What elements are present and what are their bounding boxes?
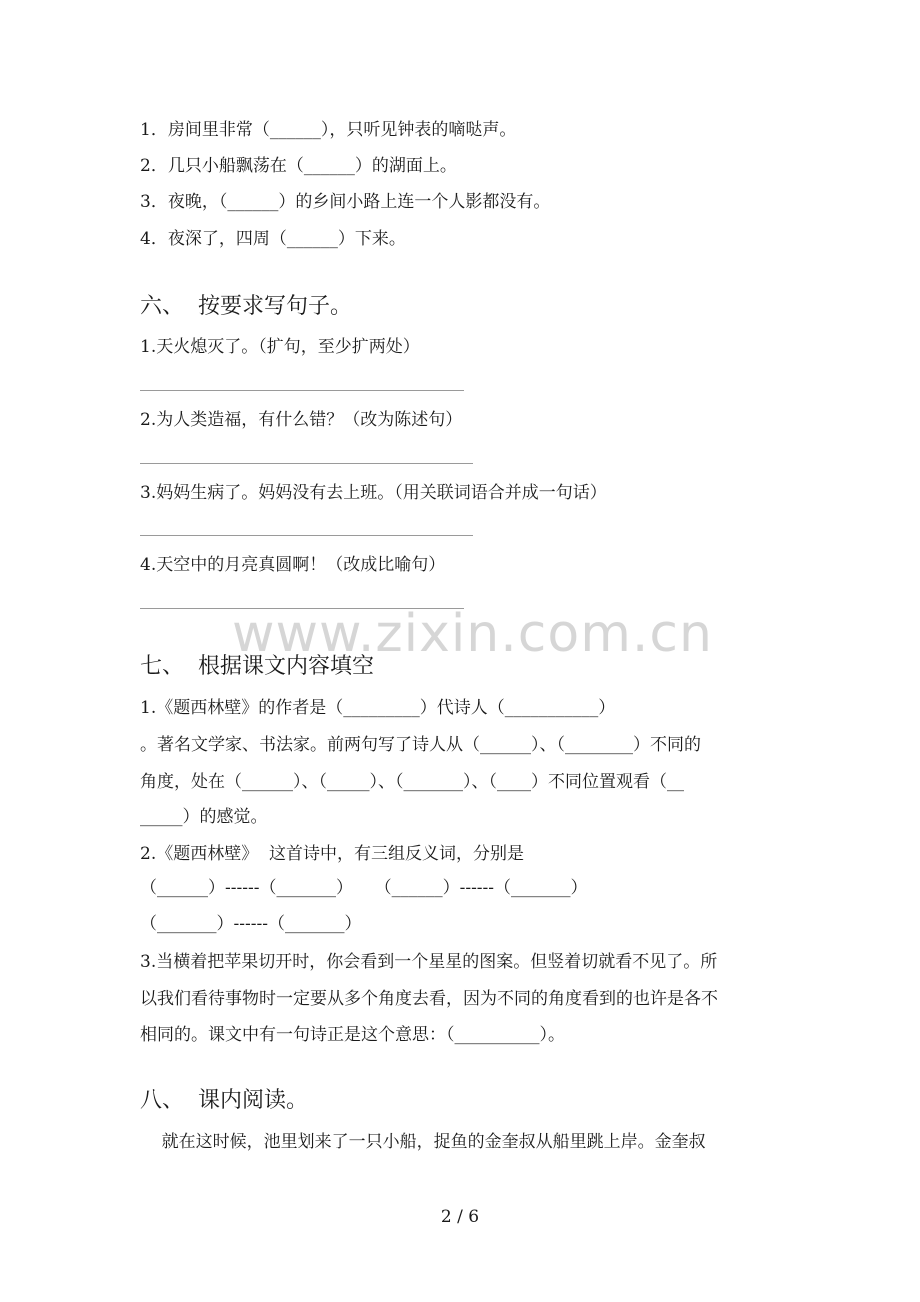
sentence-task-1: 1.天火熄灭了。（扩句，至少扩两处）: [140, 337, 420, 357]
answer-line-1: [140, 390, 464, 391]
q1-line-3: 角度，处在（______）、（_____）、（_______）、（____）不同位置观看（__: [140, 772, 684, 792]
watermark: www.zixin.com.cn: [232, 604, 713, 664]
q2-line-2: （______）------（_______） （______）------（_______）: [140, 878, 588, 898]
answer-line-2: [140, 463, 473, 464]
section-8-heading: 八、 课内阅读。: [140, 1088, 308, 1113]
q3-line-2: 以我们看待事物时一定要从多个角度去看，因为不同的角度看到的也许是各不: [140, 989, 718, 1009]
fill-blank-item-1: 1．房间里非常（______），只听见钟表的嘀哒声。: [140, 120, 517, 140]
answer-line-3: [140, 535, 473, 536]
q2-line-3: （_______）------（_______）: [140, 914, 362, 934]
q1-line-1: 1.《题西林壁》的作者是（_________）代诗人（___________）: [140, 698, 616, 718]
q3-line-3: 相同的。课文中有一句诗正是这个意思：（__________）。: [140, 1025, 565, 1045]
section-7-heading: 七、 根据课文内容填空: [140, 654, 374, 679]
q1-line-2: 。著名文学家、书法家。前两句写了诗人从（______）、（________）不同的: [140, 735, 701, 755]
answer-line-4: [140, 608, 464, 609]
fill-blank-item-4: 4．夜深了，四周（______）下来。: [140, 229, 406, 249]
reading-passage-line: 就在这时候，池里划来了一只小船，捉鱼的金奎叔从船里跳上岸。金奎叔: [140, 1132, 706, 1152]
q1-line-4: _____）的感觉。: [140, 807, 268, 827]
page-number: 2 / 6: [440, 1207, 480, 1227]
sentence-task-2: 2.为人类造福，有什么错？（改为陈述句）: [140, 410, 463, 430]
sentence-task-3: 3.妈妈生病了。妈妈没有去上班。（用关联词语合并成一句话）: [140, 483, 607, 503]
q3-line-1: 3.当横着把苹果切开时，你会看到一个星星的图案。但竖着切就看不见了。所: [140, 952, 718, 972]
section-6-heading: 六、 按要求写句子。: [140, 294, 352, 319]
q2-line-1: 2.《题西林壁》 这首诗中，有三组反义词，分别是: [140, 844, 525, 864]
fill-blank-item-3: 3．夜晚，（______）的乡间小路上连一个人影都没有。: [140, 192, 551, 212]
sentence-task-4: 4.天空中的月亮真圆啊！（改成比喻句）: [140, 555, 446, 575]
fill-blank-item-2: 2．几只小船飘荡在（______）的湖面上。: [140, 156, 457, 176]
